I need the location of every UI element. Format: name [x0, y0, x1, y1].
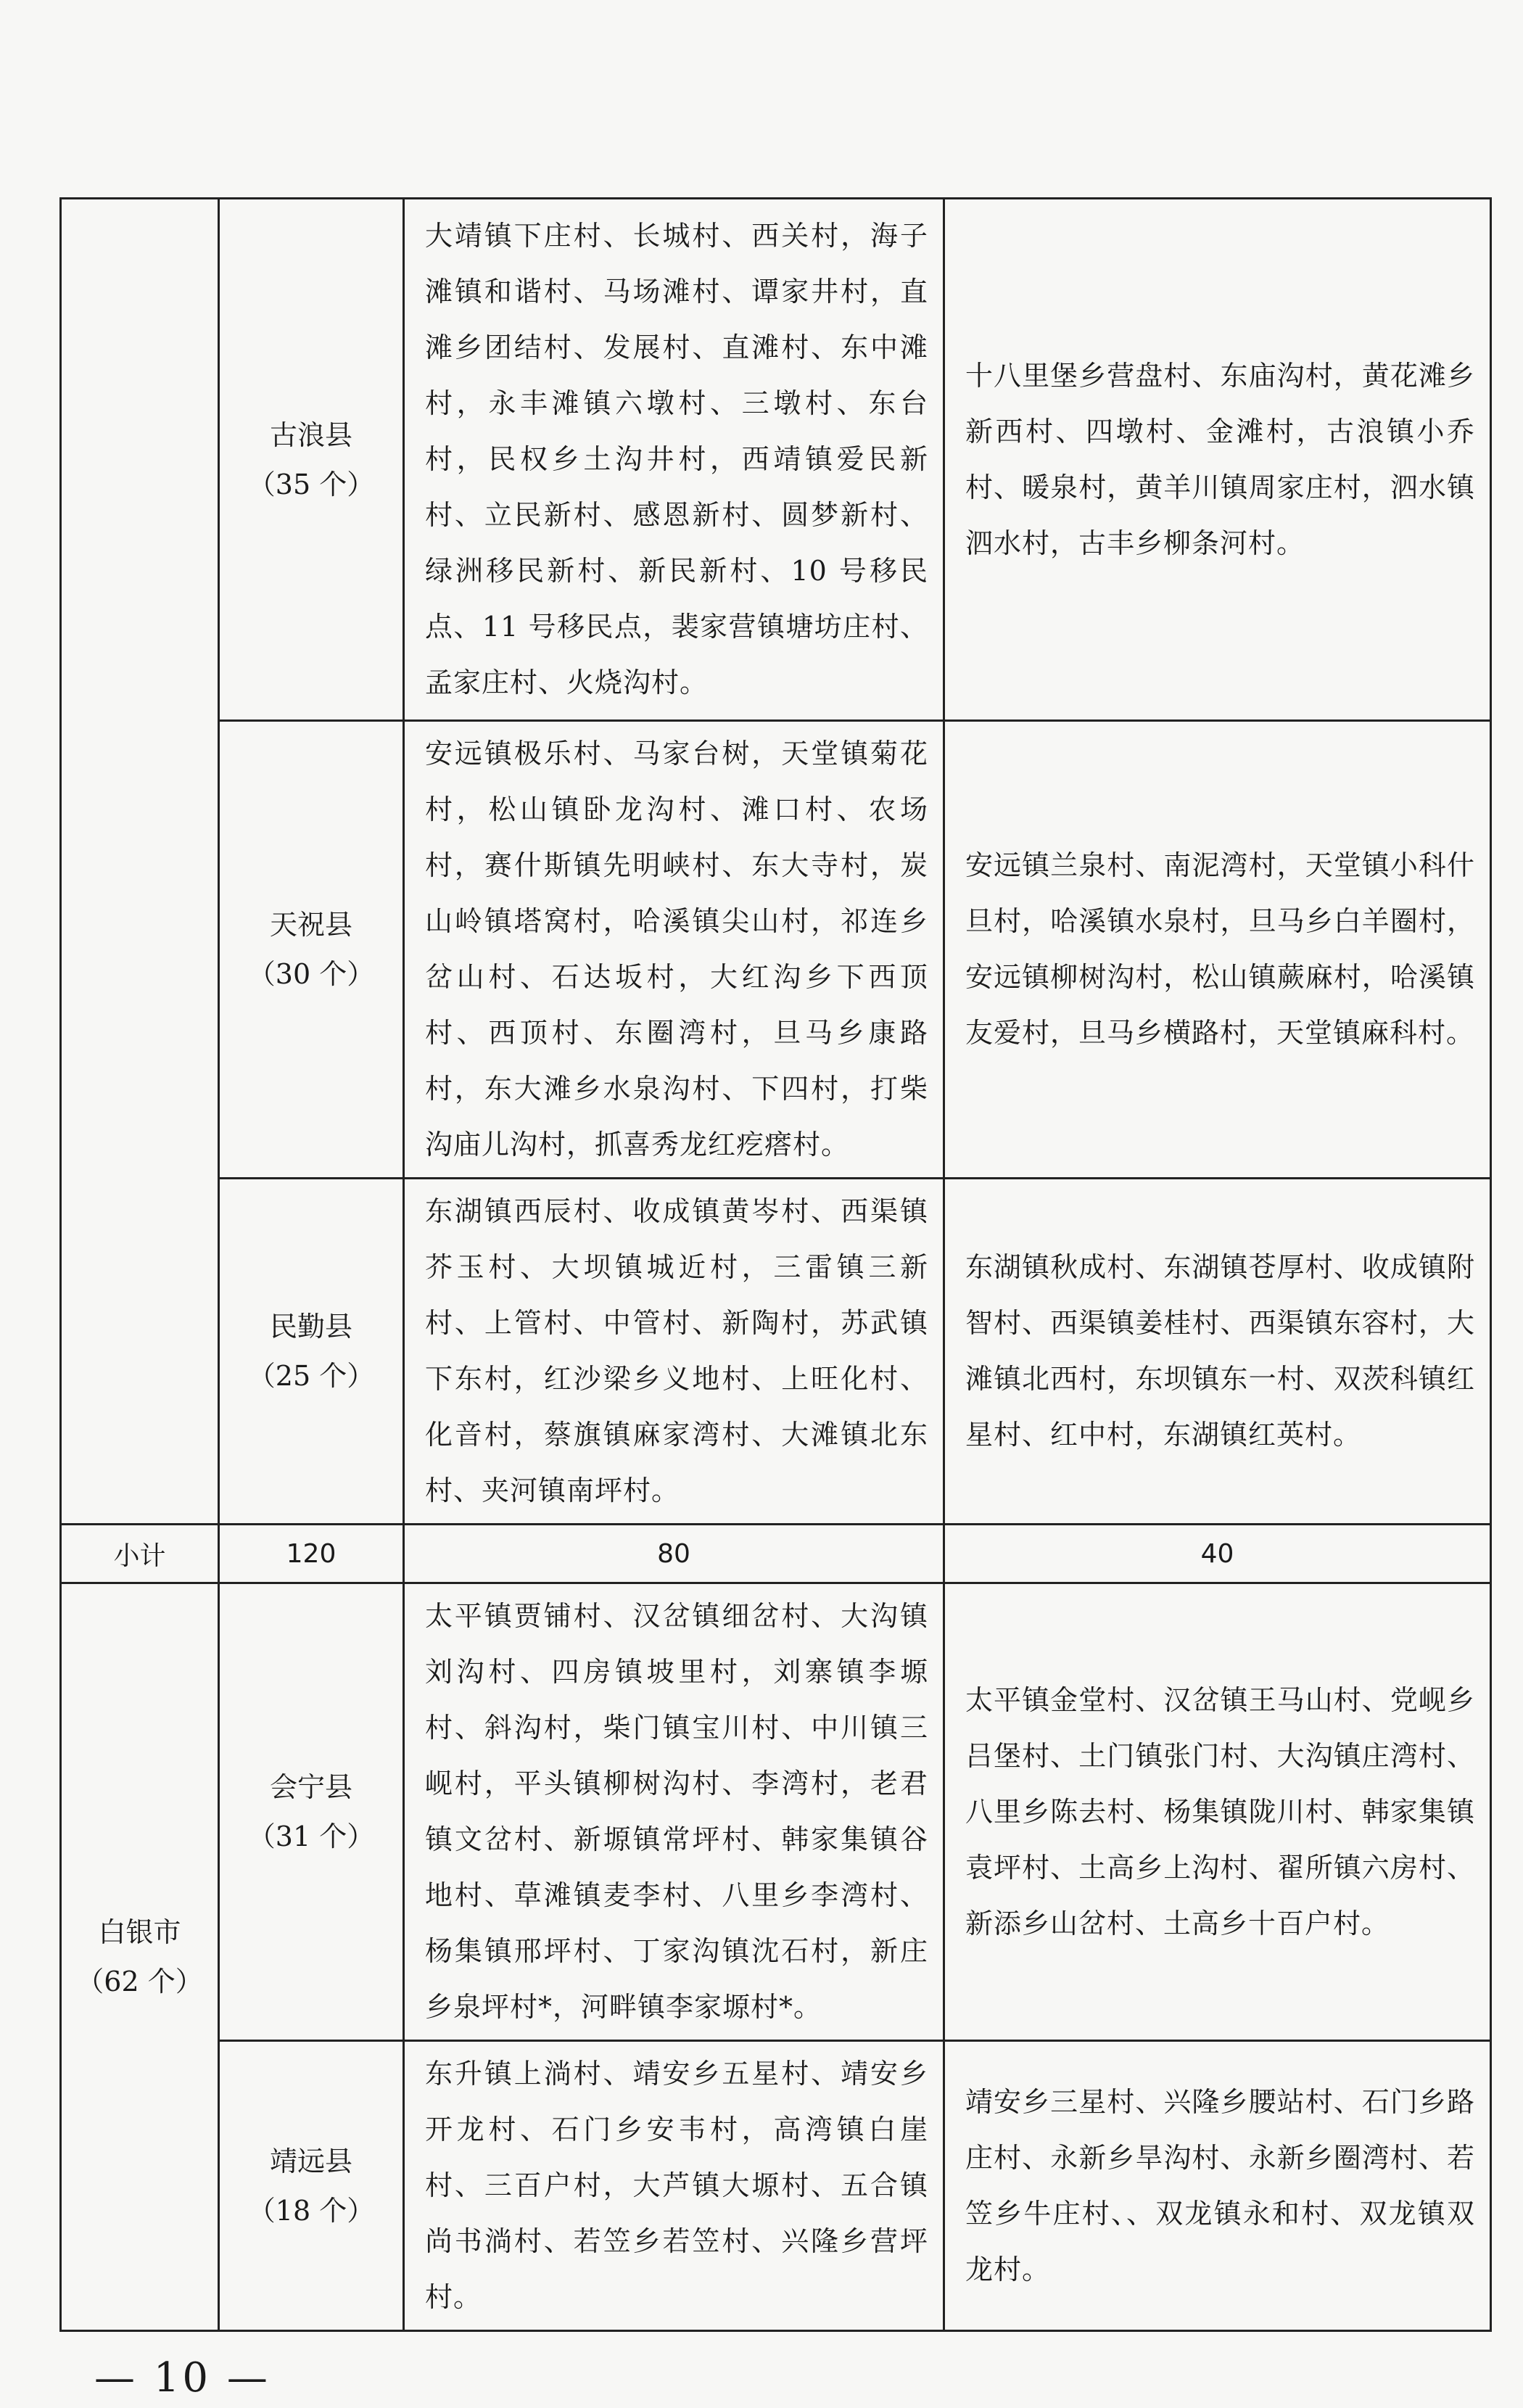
table-row-minqin: [61, 1179, 1491, 1525]
county-name: 古浪县: [269, 418, 352, 451]
county-cell: [219, 199, 404, 721]
county-cell: [219, 1583, 404, 2041]
village-list-2: 太平镇金堂村、汉岔镇王马山村、党岘乡吕堡村、土门镇张门村、大沟镇庄湾村、八里乡陈去村、杨集镇陇川村、韩家集镇袁坪村、土高乡上沟村、翟所镇六房村、新添乡山岔村、土高乡十百户村。: [944, 1583, 1491, 2041]
page-number: — 10 —: [94, 2354, 271, 2401]
table-row-huining: [61, 1583, 1491, 2041]
county-count: （31 个）: [247, 1821, 375, 1852]
village-list-1: 大靖镇下庄村、长城村、西关村，海子滩镇和谐村、马场滩村、谭家井村，直滩乡团结村、发展村、直滩村、东中滩村，永丰滩镇六墩村、三墩村、东台村，民权乡土沟井村，西靖镇爱民新村、立民新村、感恩新村、圆梦新村、绿洲移民新村、新民新村、10 号移民点、11 号移民点，裴家营镇塘坊庄村、孟家庄村、火烧沟村。: [404, 199, 944, 721]
county-count: （18 个）: [247, 2194, 375, 2227]
city-count: （62 个）: [76, 1966, 203, 1997]
county-cell: [219, 2041, 404, 2331]
table-row-gulang: [61, 199, 1491, 721]
city-cell: [61, 1583, 219, 2331]
county-name: 民勤县: [269, 1311, 352, 1343]
city-cell-continued: [61, 199, 219, 1525]
table-row-jingyuan: [61, 2041, 1491, 2331]
county-count: （30 个）: [247, 958, 375, 990]
village-list-2: 安远镇兰泉村、南泥湾村，天堂镇小科什旦村，哈溪镇水泉村，旦马乡白羊圈村，安远镇柳树沟村，松山镇蕨麻村，哈溪镇友爱村，旦马乡横路村，天堂镇麻科村。: [944, 721, 1491, 1179]
subtotal-col2: 40: [944, 1525, 1491, 1583]
table-row-tianzhu: [61, 721, 1491, 1179]
county-name: 天祝县: [269, 909, 352, 941]
villages-table: [59, 197, 1492, 2332]
county-count: （25 个）: [247, 1360, 375, 1392]
county-cell: [219, 1179, 404, 1525]
subtotal-col1: 80: [404, 1525, 944, 1583]
county-cell: [219, 721, 404, 1179]
city-name: 白银市: [98, 1916, 181, 1948]
subtotal-row: [61, 1525, 1491, 1583]
county-name: 靖远县: [269, 2145, 352, 2177]
subtotal-total: 120: [219, 1525, 404, 1583]
subtotal-label: 小计: [61, 1525, 219, 1583]
village-list-1: 东升镇上淌村、靖安乡五星村、靖安乡开龙村、石门乡安韦村，高湾镇白崖村、三百户村，大芦镇大塬村、五合镇尚书淌村、若笠乡若笠村、兴隆乡营坪村。: [404, 2041, 944, 2331]
village-list-2: 靖安乡三星村、兴隆乡腰站村、石门乡路庄村、永新乡旱沟村、永新乡圈湾村、若笠乡牛庄村、、双龙镇永和村、双龙镇双龙村。: [944, 2041, 1491, 2331]
village-list-1: 太平镇贾铺村、汉岔镇细岔村、大沟镇刘沟村、四房镇坡里村，刘寨镇李塬村、斜沟村，柴门镇宝川村、中川镇三岘村，平头镇柳树沟村、李湾村，老君镇文岔村、新塬镇常坪村、韩家集镇谷地村、草滩镇麦李村、八里乡李湾村、杨集镇邢坪村、丁家沟镇沈石村，新庄乡泉坪村*，河畔镇李家塬村*。: [404, 1583, 944, 2041]
village-list-2: 东湖镇秋成村、东湖镇苍厚村、收成镇附智村、西渠镇姜桂村、西渠镇东容村，大滩镇北西村，东坝镇东一村、双茨科镇红星村、红中村，东湖镇红英村。: [944, 1179, 1491, 1525]
village-list-2: 十八里堡乡营盘村、东庙沟村，黄花滩乡新西村、四墩村、金滩村，古浪镇小乔村、暖泉村，黄羊川镇周家庄村，泗水镇泗水村，古丰乡柳条河村。: [944, 199, 1491, 721]
county-count: （35 个）: [247, 468, 375, 500]
village-list-1: 安远镇极乐村、马家台树，天堂镇菊花村，松山镇卧龙沟村、滩口村、农场村，赛什斯镇先明峡村、东大寺村，炭山岭镇塔窝村，哈溪镇尖山村，祁连乡岔山村、石达坂村，大红沟乡下西顶村、西顶村、东圈湾村，旦马乡康路村，东大滩乡水泉沟村、下四村，打柴沟庙儿沟村，抓喜秀龙红疙瘩村。: [404, 721, 944, 1179]
village-list-1: 东湖镇西辰村、收成镇黄岑村、西渠镇芥玉村、大坝镇城近村，三雷镇三新村、上管村、中管村、新陶村，苏武镇下东村，红沙梁乡义地村、上旺化村、化音村，蔡旗镇麻家湾村、大滩镇北东村、夹河镇南坪村。: [404, 1179, 944, 1525]
county-name: 会宁县: [269, 1771, 352, 1803]
